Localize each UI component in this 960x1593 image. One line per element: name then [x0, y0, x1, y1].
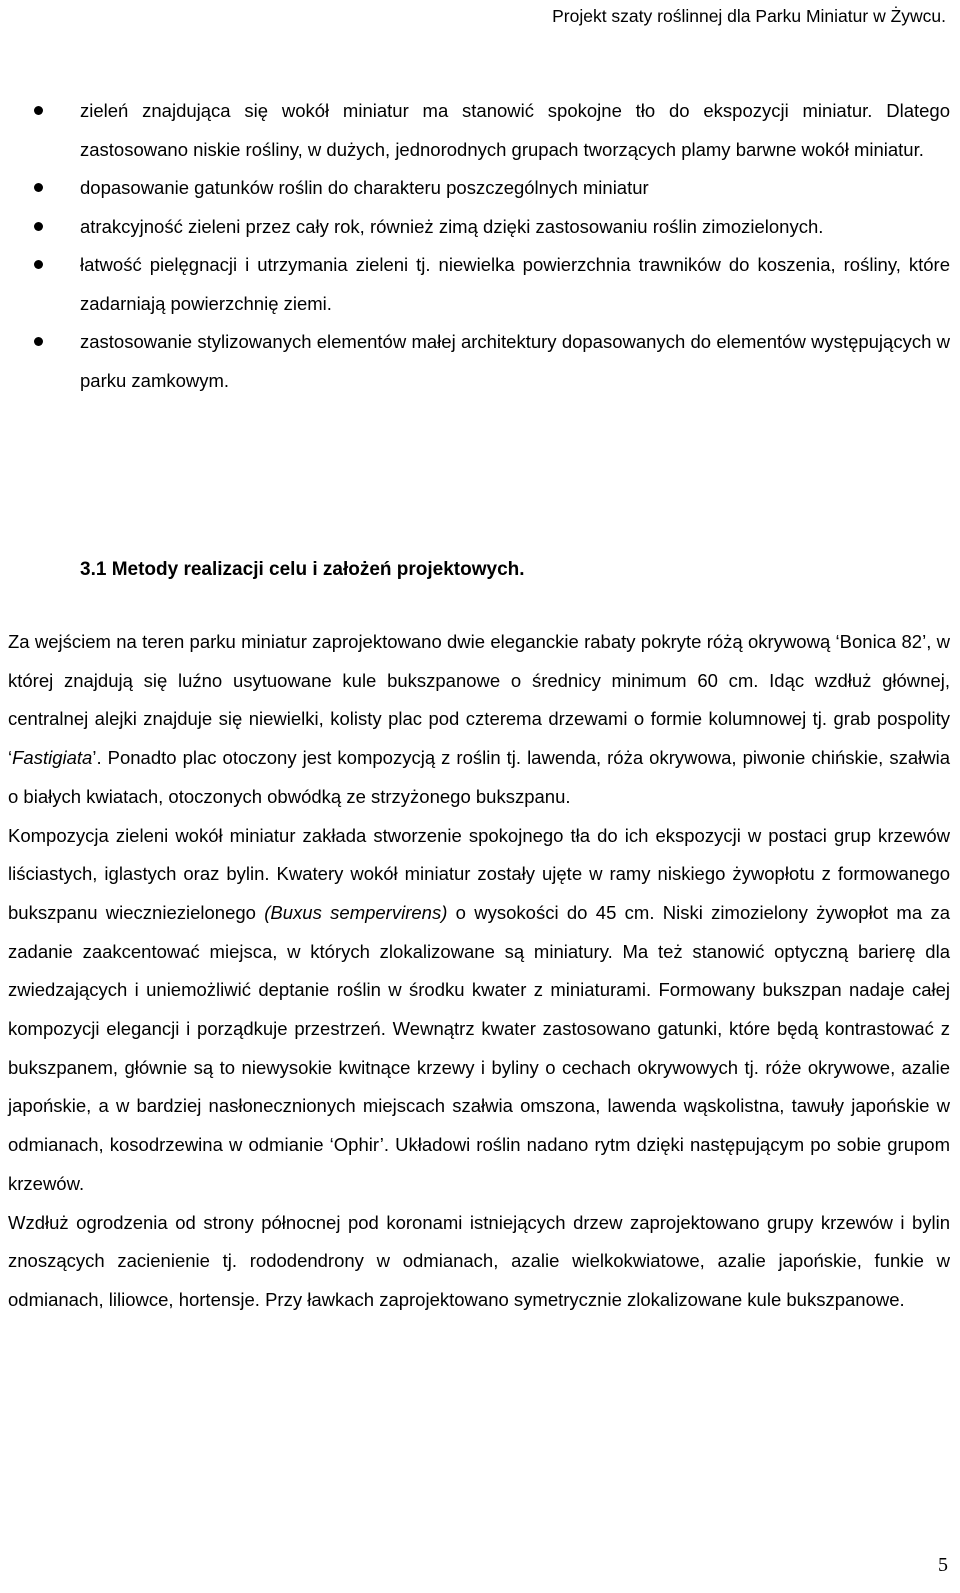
bullet-icon: [34, 337, 43, 346]
bullet-icon: [34, 222, 43, 231]
page-number: 5: [938, 1554, 948, 1576]
paragraph-text: Za wejściem na teren parku miniatur zaprojektowano dwie eleganckie rabaty pokryte różą okrywową: [8, 631, 836, 652]
cultivar-name: Fastigiata: [12, 747, 93, 769]
paragraph-text: . Układowi roślin nadano rytm dzięki następującym po sobie grupom krzewów.: [8, 1134, 950, 1194]
paragraph-text: . Ponadto plac otoczony jest kompozycją z roślin tj. lawenda, róża okrywowa, piwonie chińskie, szałwia o białych kwiatach, otoczonych obwódką ze strzyżonego bukszpanu.: [8, 747, 950, 807]
bullet-text: zieleń znajdująca się wokół miniatur ma stanowić spokojne tło do ekspozycji miniatur. Dlatego zastosowano niskie rośliny, w dużych, jednorodnych grupach tworzących plamy barwne wokół miniatur.: [80, 100, 950, 160]
cultivar-name: Ophir: [333, 1134, 380, 1156]
bullet-text: zastosowanie stylizowanych elementów małej architektury dopasowanych do elementów występujących w parku zamkowym.: [80, 331, 950, 391]
section-heading: 3.1 Metody realizacji celu i założeń projektowych.: [80, 559, 525, 580]
paragraph-text: o wysokości do 45 cm. Niski zimozielony żywopłot ma za zadanie zaakcentować miejsca, w których zlokalizowane są miniatury. Ma też stanowić optyczną barierę dla zwiedzających i uniemożliwić deptanie roślin w środku kwater z miniaturami. Formowany bukszpan nadaje całej kompozycji elegancji i porządkuje przestrzeń. Wewnątrz kwater zastosowano gatunki, które będą kontrastować z bukszpanem, głównie są to niewysokie kwitnące krzewy i byliny o cechach okrywowych tj. róże okrywowe, azalie japońskie, a w bardziej nasłonecznionych miejscach szałwia omszona, lawenda wąskolistna, tawuły japońskie w odmianach, kosodrzewina w odmianie: [8, 901, 950, 1156]
body-text: [8, 623, 950, 1320]
bullet-text: atrakcyjność zieleni przez cały rok, również zimą dzięki zastosowaniu roślin zimozielonych.: [80, 215, 824, 237]
bullet-icon: [34, 106, 43, 115]
paragraph-text: , w której znajdują się luźno usytuowane kule bukszpanowe o średnicy minimum 60 cm. Idąc wzdłuż głównej, centralnej alejki znajduje się niewielki, kolisty plac pod czterema drzewami o formie kolumnowej tj. grab pospolity: [8, 631, 950, 730]
list-item: [0, 323, 950, 400]
page-header: Projekt szaty roślinnej dla Parku Miniatur w Żywcu.: [552, 6, 946, 26]
list-item: [0, 92, 950, 169]
paragraph-text: Kompozycja zieleni wokół miniatur zakłada stworzenie spokojnego tła do ich ekspozycji w postaci grup krzewów liściastych, iglastych oraz bylin. Kwatery wokół miniatur zostały ujęte w ramy niskiego żywopłotu z formowanego bukszpanu wieczniezielonego: [8, 824, 950, 923]
bullet-icon: [34, 183, 43, 192]
bullet-text: łatwość pielęgnacji i utrzymania zieleni tj. niewielka powierzchnia trawników do koszenia, rośliny, które zadarniają powierzchnię ziemi.: [80, 254, 950, 314]
latin-name: (Buxus sempervirens): [264, 901, 448, 923]
paragraph-fence: Wzdłuż ogrodzenia od strony północnej pod koronami istniejących drzew zaprojektowano grupy krzewów i bylin znoszących zacienienie tj. rododendrony w odmianach, azalie wielkokwiatowe, azalie japońskie, funkie w odmianach, liliowce, hortensje. Przy ławkach zaprojektowano symetrycznie zlokalizowane kule bukszpanowe.: [8, 1211, 950, 1310]
list-item: [0, 208, 950, 247]
paragraph-composition: Kompozycja zieleni wokół miniatur zakłada stworzenie spokojnego tła do ich ekspozycji w postaci grup krzewów liściastych, iglastych oraz bylin. Kwatery wokół miniatur zostały ujęte w ramy niskiego żywopłotu z formowanego bukszpanu wieczniezielonego (Buxus sempervirens) o wysokości do 45 cm. Niski zimozielony żywopłot ma za zadanie zaakcentować miejsca, w których zlokalizowane są miniatury. Ma też stanowić optyczną barierę dla zwiedzających i uniemożliwić deptanie roślin w środku kwater z miniaturami. Formowany bukszpan nadaje całej kompozycji elegancji i porządkuje przestrzeń. Wewnątrz kwater zastosowano gatunki, które będą kontrastować z bukszpanem, głównie są to niewysokie kwitnące krzewy i byliny o cechach okrywowych tj. róże okrywowe, azalie japońskie, a w bardziej nasłonecznionych miejscach szałwia omszona, lawenda wąskolistna, tawuły japońskie w odmianach, kosodrzewina w odmianie ‘Ophir’. Układowi roślin nadano rytm dzięki następującym po sobie grupom krzewów.: [8, 824, 950, 1194]
list-item: [0, 246, 950, 323]
bullet-text: dopasowanie gatunków roślin do charakteru poszczególnych miniatur: [80, 177, 649, 198]
list-item: [0, 169, 950, 208]
bullet-icon: [34, 260, 43, 269]
cultivar-name: Bonica 82: [839, 631, 923, 652]
paragraph-entrance: Za wejściem na teren parku miniatur zaprojektowano dwie eleganckie rabaty pokryte różą okrywową ‘Bonica 82’, w której znajdują się luźno usytuowane kule bukszpanowe o średnicy minimum 60 cm. Idąc wzdłuż głównej, centralnej alejki znajduje się niewielki, kolisty plac pod czterema drzewami o formie kolumnowej tj. grab pospolity ‘Fastigiata’. Ponadto plac otoczony jest kompozycją z roślin tj. lawenda, róża okrywowa, piwonie chińskie, szałwia o białych kwiatach, otoczonych obwódką ze strzyżonego bukszpanu.: [8, 631, 950, 807]
goals-bullet-list: [0, 92, 960, 400]
